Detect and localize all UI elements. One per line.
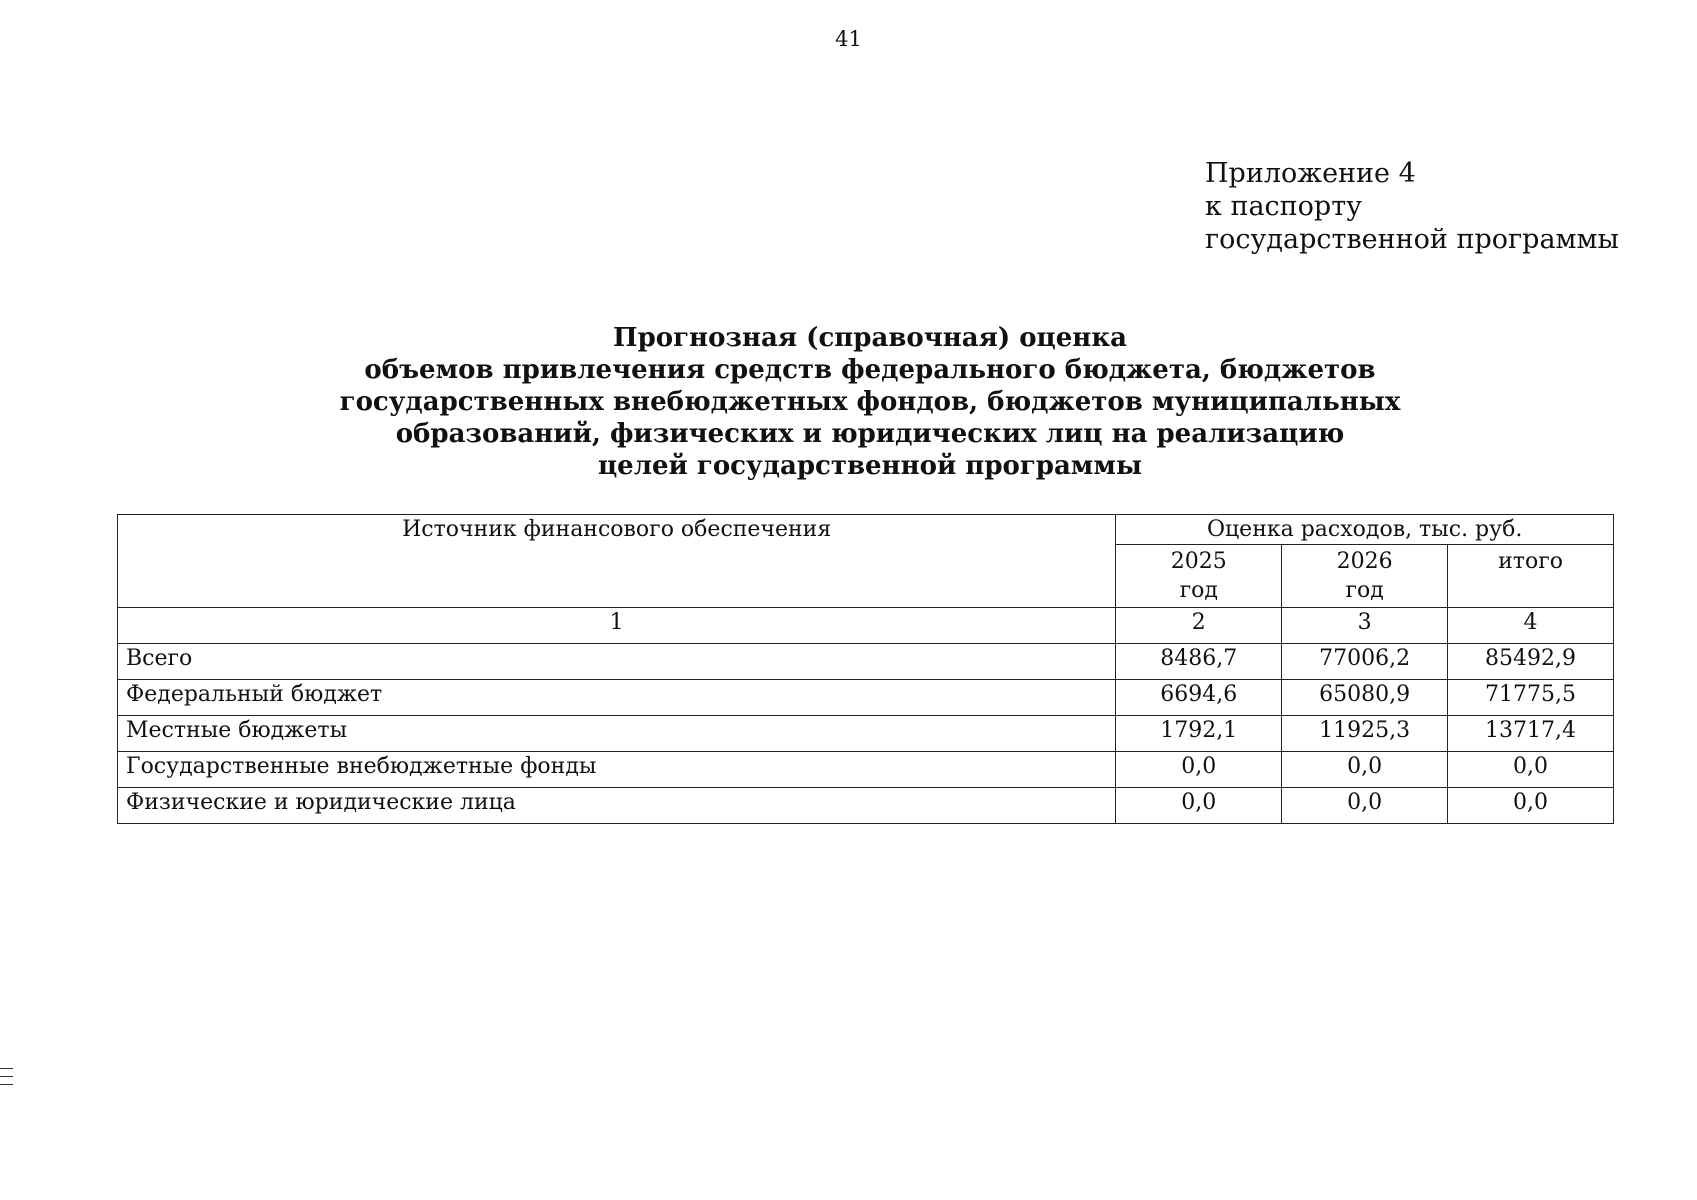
table-row <box>118 788 1614 824</box>
table-row <box>118 680 1614 716</box>
year-label: 2025 <box>1170 549 1227 574</box>
margin-mark <box>0 1084 13 1085</box>
value-2025: 8486,7 <box>1116 644 1282 680</box>
column-number: 1 <box>118 608 1116 644</box>
appendix-line-1: Приложение 4 <box>1205 158 1416 189</box>
value-2025: 0,0 <box>1116 788 1282 824</box>
funding-table <box>117 514 1614 824</box>
value-2026: 65080,9 <box>1282 680 1448 716</box>
margin-mark <box>0 1068 13 1069</box>
title-line: образований, физических и юридических лиц на реализацию <box>395 419 1345 449</box>
column-number: 2 <box>1116 608 1282 644</box>
year-label: 2026 <box>1336 549 1393 574</box>
value-2026: 77006,2 <box>1282 644 1448 680</box>
appendix-line-2: к паспорту <box>1205 191 1363 222</box>
estimate-header: Оценка расходов, тыс. руб. <box>1116 515 1614 545</box>
title-line: целей государственной программы <box>597 451 1143 481</box>
year-unit: год <box>1345 578 1384 603</box>
margin-marks <box>0 1068 13 1092</box>
appendix-line-3: государственной программы <box>1205 224 1620 255</box>
column-number: 4 <box>1448 608 1614 644</box>
header-row <box>118 515 1614 545</box>
margin-mark <box>0 1076 13 1077</box>
value-2025: 6694,6 <box>1116 680 1282 716</box>
table-row <box>118 752 1614 788</box>
year-header-2026 <box>1282 545 1448 608</box>
appendix-note <box>1205 157 1619 256</box>
total-label: итого <box>1498 549 1563 574</box>
total-header <box>1448 545 1614 608</box>
row-label: Федеральный бюджет <box>118 680 1116 716</box>
year-header-2025 <box>1116 545 1282 608</box>
document-title <box>0 322 1697 482</box>
table-row <box>118 644 1614 680</box>
value-total: 0,0 <box>1448 752 1614 788</box>
page-number: 41 <box>835 27 862 51</box>
value-2025: 0,0 <box>1116 752 1282 788</box>
row-label: Местные бюджеты <box>118 716 1116 752</box>
value-total: 85492,9 <box>1448 644 1614 680</box>
value-2026: 0,0 <box>1282 752 1448 788</box>
column-number-row <box>118 608 1614 644</box>
title-line: объемов привлечения средств федерального бюджета, бюджетов <box>364 355 1376 385</box>
value-total: 0,0 <box>1448 788 1614 824</box>
year-unit: год <box>1179 578 1218 603</box>
value-2026: 11925,3 <box>1282 716 1448 752</box>
title-line: государственных внебюджетных фондов, бюджетов муниципальных <box>339 387 1401 417</box>
row-label: Физические и юридические лица <box>118 788 1116 824</box>
row-label: Государственные внебюджетные фонды <box>118 752 1116 788</box>
value-2025: 1792,1 <box>1116 716 1282 752</box>
table-row <box>118 716 1614 752</box>
value-total: 71775,5 <box>1448 680 1614 716</box>
value-total: 13717,4 <box>1448 716 1614 752</box>
column-number: 3 <box>1282 608 1448 644</box>
value-2026: 0,0 <box>1282 788 1448 824</box>
source-header: Источник финансового обеспечения <box>118 515 1116 608</box>
title-line: Прогнозная (справочная) оценка <box>613 323 1127 353</box>
row-label: Всего <box>118 644 1116 680</box>
